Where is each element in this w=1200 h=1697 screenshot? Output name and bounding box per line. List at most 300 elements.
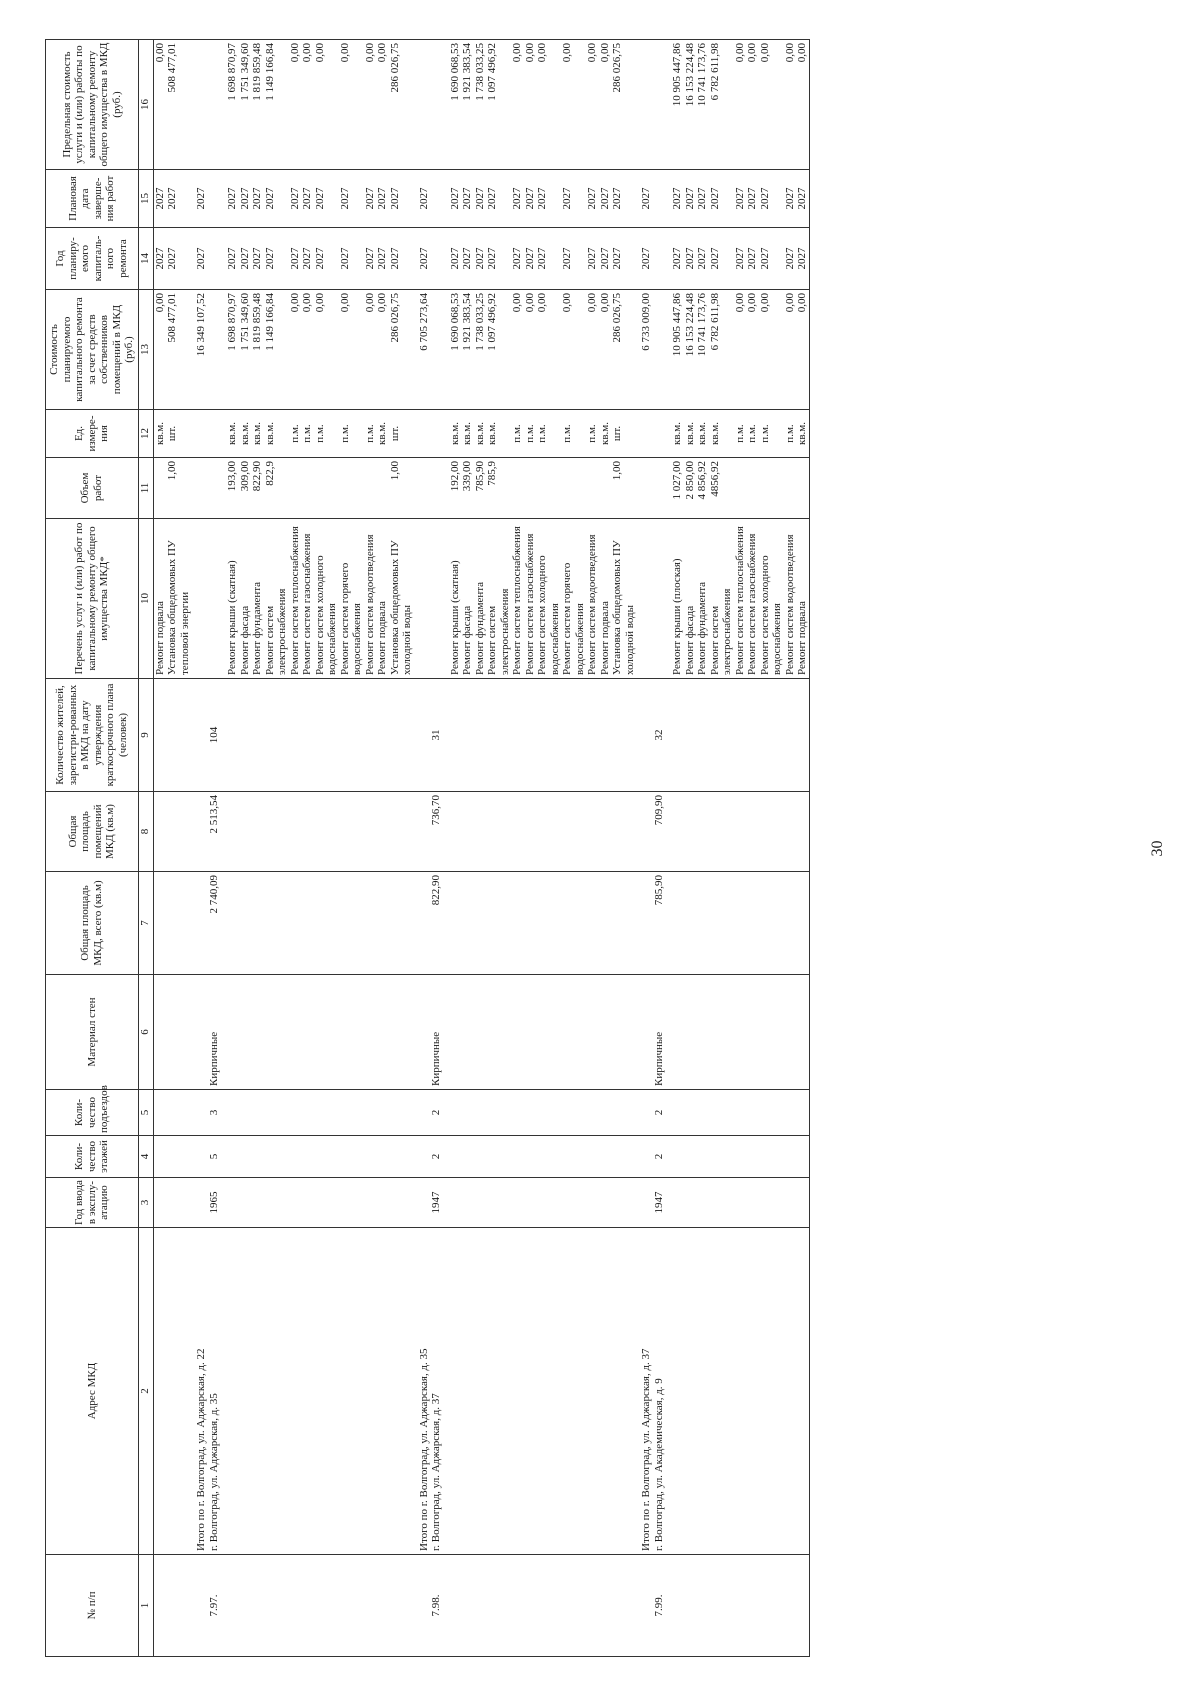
work-row [376,40,389,1657]
work-year: 2027 [364,228,377,290]
empty-cell [364,1090,377,1136]
column-number: 15 [138,170,153,228]
empty-cell [364,975,377,1090]
empty-cell [524,975,537,1090]
empty-cell [796,792,809,872]
empty-cell [671,975,684,1090]
empty-cell [599,975,612,1090]
empty-cell [289,1555,302,1657]
work-name: Ремонт систем газоснабжения [746,519,759,679]
work-cost: 0,00 [746,290,759,410]
work-year: 2027 [251,228,264,290]
work-cost: 1 690 068,53 [449,290,462,410]
empty-cell [511,792,524,872]
work-volume [289,458,302,519]
house-entrances: 2 [653,1090,672,1136]
empty-cell [759,792,784,872]
work-year: 2027 [226,228,239,290]
empty-cell [208,410,227,458]
work-year: 2027 [166,228,191,290]
work-unit: кв.м. [671,410,684,458]
empty-cell [684,679,697,792]
work-end-date: 2027 [166,170,191,228]
work-unit: п.м. [364,410,377,458]
work-cost: 1 149 166,84 [264,290,289,410]
empty-cell [414,410,431,458]
work-row [301,40,314,1657]
empty-cell [636,1090,653,1136]
work-cost: 286 026,75 [611,290,636,410]
work-volume [314,458,339,519]
empty-cell [599,679,612,792]
column-header: Адрес МКД [46,1228,139,1555]
empty-cell [339,1178,364,1228]
work-cost: 1 819 859,48 [251,290,264,410]
empty-cell [226,679,239,792]
house-number: 7.99. [653,1555,672,1657]
empty-cell [671,679,684,792]
work-row [339,40,364,1657]
empty-cell [474,872,487,975]
empty-cell [796,1228,809,1555]
work-name: Ремонт подвала [599,519,612,679]
empty-cell [251,975,264,1090]
total-label: Итого по г. Волгоград, ул. Аджарская, д. 37 [636,1228,653,1555]
column-header: Количество жителей, зарегистри-рованных в МКД на дату утверждения краткосрочного плана (человек) [46,679,139,792]
work-name: Ремонт фасада [239,519,252,679]
work-name: Ремонт систем водоотведения [364,519,377,679]
empty-cell [166,792,191,872]
empty-cell [536,975,561,1090]
work-unit: кв.м. [796,410,809,458]
house-year-built: 1965 [208,1178,227,1228]
empty-cell [314,872,339,975]
work-volume: 1,00 [166,458,191,519]
work-cost: 0,00 [561,290,586,410]
empty-cell [636,975,653,1090]
empty-cell [636,1178,653,1228]
column-header: Общая площадь МКД, всего (кв.м) [46,872,139,975]
empty-cell [599,1136,612,1178]
work-unit: п.м. [339,410,364,458]
empty-cell [599,792,612,872]
column-header: Предельная стоимость услуги и (или) работы по капитальному ремонту общего имущества в МКД (руб.) [46,40,139,170]
work-end-date: 2027 [226,170,239,228]
work-unit: кв.м. [684,410,697,458]
work-cost: 1 921 383,54 [461,290,474,410]
empty-cell [611,792,636,872]
work-limit: 1 698 870,97 [226,40,239,170]
empty-cell [239,1136,252,1178]
capital-repair-table [45,39,810,1657]
empty-cell [611,1178,636,1228]
empty-cell [561,872,586,975]
empty-cell [461,872,474,975]
work-unit: шт. [611,410,636,458]
empty-cell [153,679,166,792]
empty-cell [696,975,709,1090]
empty-cell [524,679,537,792]
empty-cell [684,792,697,872]
house-residents: 32 [653,679,672,792]
empty-cell [611,1136,636,1178]
total-label: Итого по г. Волгоград, ул. Аджарская, д. 35 [414,1228,431,1555]
work-volume: 4856,92 [709,458,734,519]
empty-cell [759,679,784,792]
work-volume [153,458,166,519]
empty-cell [486,975,511,1090]
empty-cell [784,1555,797,1657]
work-cost: 286 026,75 [389,290,414,410]
work-year: 2027 [599,228,612,290]
work-year: 2027 [474,228,487,290]
work-name: Ремонт фундамента [251,519,264,679]
work-name: Ремонт фундамента [474,519,487,679]
empty-cell [561,1178,586,1228]
work-end-date: 2027 [709,170,734,228]
empty-cell [684,975,697,1090]
work-limit: 286 026,75 [611,40,636,170]
work-unit: п.м. [746,410,759,458]
work-cost: 0,00 [734,290,747,410]
empty-cell [486,1136,511,1178]
work-name: Ремонт систем горячего водоснабжения [561,519,586,679]
work-limit: 0,00 [599,40,612,170]
work-row [709,40,734,1657]
empty-cell [239,679,252,792]
empty-cell [671,1178,684,1228]
empty-cell [524,1178,537,1228]
empty-cell [461,792,474,872]
empty-cell [264,1178,289,1228]
empty-cell [376,679,389,792]
column-number: 1 [138,1555,153,1657]
work-name: Ремонт систем электроснабжения [709,519,734,679]
work-limit: 286 026,75 [389,40,414,170]
work-year: 2027 [746,228,759,290]
empty-cell [414,458,431,519]
empty-cell [671,1136,684,1178]
empty-cell [511,1136,524,1178]
empty-cell [289,679,302,792]
empty-cell [796,1555,809,1657]
empty-cell [414,1555,431,1657]
empty-cell [314,1228,339,1555]
empty-cell [226,1090,239,1136]
work-volume: 1,00 [389,458,414,519]
empty-cell [486,792,511,872]
empty-cell [314,1178,339,1228]
empty-cell [449,1178,462,1228]
header-row [46,40,139,1657]
empty-cell [784,679,797,792]
work-year: 2027 [301,228,314,290]
empty-cell [636,410,653,458]
work-name: Ремонт систем теплоснабжения [734,519,747,679]
work-end-date: 2027 [784,170,797,228]
empty-cell [524,1555,537,1657]
column-header: Ед. измере-ния [46,410,139,458]
empty-cell [671,792,684,872]
house-address: г. Волгоград, ул. Академическая, д. 9 [653,1228,672,1555]
house-total-area: 822,90 [430,872,449,975]
work-cost: 0,00 [153,290,166,410]
empty-cell [226,872,239,975]
empty-cell [301,1555,314,1657]
work-end-date: 2027 [364,170,377,228]
empty-cell [671,1090,684,1136]
empty-cell [474,1555,487,1657]
work-end-date: 2027 [239,170,252,228]
work-row [474,40,487,1657]
empty-cell [364,792,377,872]
empty-cell [746,1136,759,1178]
work-end-date: 2027 [461,170,474,228]
empty-cell [684,1136,697,1178]
empty-cell [511,1228,524,1555]
work-name: Ремонт систем теплоснабжения [289,519,302,679]
empty-cell [696,679,709,792]
work-year: 2027 [339,228,364,290]
work-cost: 0,00 [536,290,561,410]
work-end-date: 2027 [511,170,524,228]
column-number: 9 [138,679,153,792]
total-end-date: 2027 [636,170,653,228]
empty-cell [586,872,599,975]
empty-cell [339,1090,364,1136]
empty-cell [414,1136,431,1178]
empty-cell [191,1136,208,1178]
house-row [653,40,672,1657]
work-row [389,40,414,1657]
work-name: Ремонт систем холодного водоснабжения [536,519,561,679]
work-volume [746,458,759,519]
empty-cell [166,1178,191,1228]
work-year: 2027 [449,228,462,290]
empty-cell [389,1178,414,1228]
empty-cell [653,40,672,170]
work-end-date: 2027 [671,170,684,228]
empty-cell [264,1136,289,1178]
work-limit: 508 477,01 [166,40,191,170]
empty-cell [376,872,389,975]
house-entrances: 2 [430,1090,449,1136]
work-unit: шт. [389,410,414,458]
work-limit: 0,00 [339,40,364,170]
house-residents: 104 [208,679,227,792]
work-volume [734,458,747,519]
work-name: Ремонт систем электроснабжения [486,519,511,679]
work-end-date: 2027 [536,170,561,228]
work-cost: 0,00 [314,290,339,410]
empty-cell [389,792,414,872]
total-year: 2027 [191,228,208,290]
total-cost: 16 349 107,52 [191,290,208,410]
work-cost: 0,00 [784,290,797,410]
work-row [226,40,239,1657]
work-end-date: 2027 [696,170,709,228]
work-unit: п.м. [314,410,339,458]
work-end-date: 2027 [746,170,759,228]
empty-cell [449,679,462,792]
empty-cell [536,1555,561,1657]
empty-cell [759,1555,784,1657]
empty-cell [191,1090,208,1136]
empty-cell [461,1178,474,1228]
empty-cell [449,1090,462,1136]
work-unit: п.м. [734,410,747,458]
empty-cell [636,792,653,872]
empty-cell [611,1090,636,1136]
work-name: Ремонт фундамента [696,519,709,679]
work-row [289,40,302,1657]
work-end-date: 2027 [289,170,302,228]
work-limit: 1 921 383,54 [461,40,474,170]
empty-cell [376,792,389,872]
work-volume [599,458,612,519]
empty-cell [251,1228,264,1555]
work-cost: 10 905 447,86 [671,290,684,410]
empty-cell [208,519,227,679]
empty-cell [561,1555,586,1657]
work-volume [524,458,537,519]
work-year: 2027 [784,228,797,290]
work-volume [376,458,389,519]
empty-cell [653,290,672,410]
empty-cell [449,975,462,1090]
work-year: 2027 [586,228,599,290]
work-row [264,40,289,1657]
work-end-date: 2027 [734,170,747,228]
work-year: 2027 [264,228,289,290]
empty-cell [208,40,227,170]
work-limit: 10 905 447,86 [671,40,684,170]
empty-cell [389,1228,414,1555]
work-volume: 1,00 [611,458,636,519]
empty-cell [524,1228,537,1555]
empty-cell [153,1228,166,1555]
empty-cell [364,1178,377,1228]
work-end-date: 2027 [759,170,784,228]
work-name: Ремонт подвала [153,519,166,679]
empty-cell [709,1090,734,1136]
empty-cell [561,1136,586,1178]
empty-cell [226,1555,239,1657]
house-number: 7.98. [430,1555,449,1657]
work-end-date: 2027 [389,170,414,228]
column-header: Перечень услуг и (или) работ по капитальному ремонту общего имущества МКД* [46,519,139,679]
empty-cell [364,679,377,792]
work-volume: 4 856,92 [696,458,709,519]
work-unit: кв.м. [251,410,264,458]
empty-cell [251,1090,264,1136]
empty-cell [561,792,586,872]
empty-cell [301,975,314,1090]
work-volume: 1 027,00 [671,458,684,519]
work-name: Ремонт систем холодного водоснабжения [759,519,784,679]
work-name: Ремонт систем водоотведения [586,519,599,679]
work-cost: 0,00 [796,290,809,410]
empty-cell [251,792,264,872]
empty-cell [414,872,431,975]
work-limit: 0,00 [561,40,586,170]
house-year-built: 1947 [430,1178,449,1228]
total-end-date: 2027 [191,170,208,228]
empty-cell [289,872,302,975]
work-row [684,40,697,1657]
empty-cell [251,679,264,792]
empty-cell [301,1136,314,1178]
empty-cell [461,1555,474,1657]
empty-cell [784,975,797,1090]
work-row [524,40,537,1657]
work-year: 2027 [314,228,339,290]
work-year: 2027 [536,228,561,290]
empty-cell [301,872,314,975]
work-cost: 16 153 224,48 [684,290,697,410]
work-row [449,40,462,1657]
work-volume [784,458,797,519]
empty-cell [376,1136,389,1178]
work-cost: 0,00 [586,290,599,410]
empty-cell [251,1555,264,1657]
empty-cell [208,170,227,228]
empty-cell [636,519,653,679]
empty-cell [239,1555,252,1657]
empty-cell [414,679,431,792]
work-limit: 1 819 859,48 [251,40,264,170]
empty-cell [536,792,561,872]
empty-cell [239,1228,252,1555]
empty-cell [191,975,208,1090]
empty-cell [314,1555,339,1657]
empty-cell [166,679,191,792]
work-row [561,40,586,1657]
empty-cell [474,792,487,872]
empty-cell [746,1090,759,1136]
empty-cell [696,1090,709,1136]
empty-cell [586,1555,599,1657]
work-volume [759,458,784,519]
empty-cell [524,872,537,975]
work-unit: п.м. [586,410,599,458]
empty-cell [301,679,314,792]
empty-cell [430,170,449,228]
house-premises-area: 709,90 [653,792,672,872]
empty-cell [599,1178,612,1228]
empty-cell [414,1090,431,1136]
empty-cell [166,975,191,1090]
empty-cell [561,1228,586,1555]
house-total-area: 2 740,09 [208,872,227,975]
empty-cell [430,410,449,458]
empty-cell [684,1178,697,1228]
work-year: 2027 [289,228,302,290]
work-limit: 1 751 349,60 [239,40,252,170]
work-end-date: 2027 [684,170,697,228]
column-header: Материал стен [46,975,139,1090]
column-number: 16 [138,40,153,170]
total-cost: 6 733 009,00 [636,290,653,410]
work-limit: 0,00 [301,40,314,170]
empty-cell [264,872,289,975]
work-volume: 2 850,00 [684,458,697,519]
work-unit: п.м. [511,410,524,458]
empty-cell [486,679,511,792]
work-limit: 1 097 496,92 [486,40,511,170]
empty-cell [264,1228,289,1555]
empty-cell [653,228,672,290]
